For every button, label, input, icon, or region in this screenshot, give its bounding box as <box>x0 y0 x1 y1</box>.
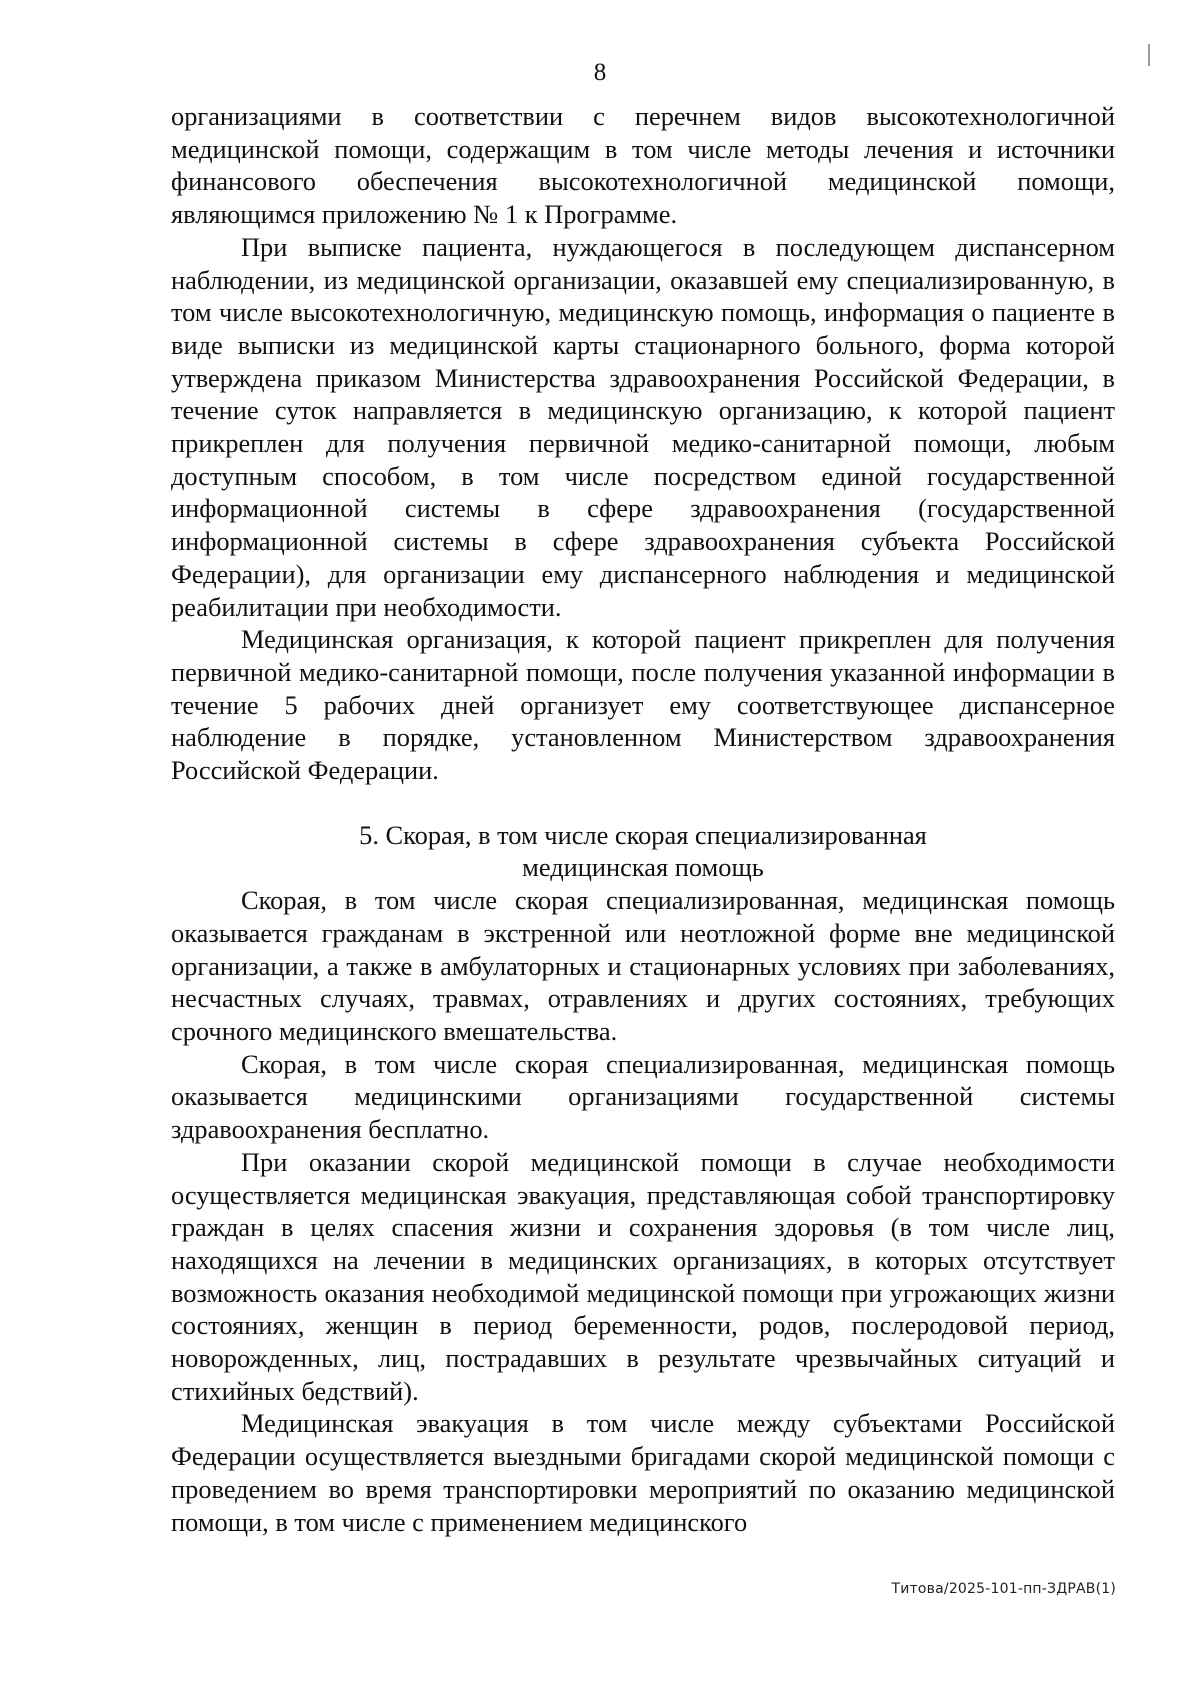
section-heading-line1: 5. Скорая, в том числе скорая специализированная <box>359 819 927 850</box>
scan-edge-mark <box>1148 44 1150 66</box>
section-heading-line2: медицинская помощь <box>522 852 764 883</box>
paragraph-observation: Медицинская организация, к которой пациент прикреплен для получения первичной медико-санитарной помощи, после получения указанной информации в течение 5 рабочих дней организует ему соответствующее диспансерное наблюдение в порядке, установленном Министерством здравоохранения Российской Федерации. <box>171 624 1115 786</box>
paragraph-evacuation: При оказании скорой медицинской помощи в случае необходимости осуществляется медицинская эвакуация, представляющая собой транспортировку граждан в целях спасения жизни и сохранения здоровья (в том числе лиц, находящихся на лечении в медицинских организациях, в которых отсутствует возможность оказания необходимой медицинской помощи при угрожающих жизни состояниях, женщин в период беременности, родов, послеродовой период, новорожденных, лиц, пострадавших в результате чрезвычайных ситуаций и стихийных бедствий). <box>171 1146 1115 1406</box>
paragraph-evacuation-brigades: Медицинская эвакуация в том числе между субъектами Российской Федерации осуществляется выездными бригадами скорой медицинской помощи с проведением во время транспортировки мероприятий по оказанию медицинской помощи, в том числе с применением медицинского <box>171 1408 1115 1537</box>
paragraph-emergency-definition: Скорая, в том числе скорая специализированная, медицинская помощь оказывается гражданам в экстренной или неотложной форме вне медицинской организации, а также в амбулаторных и стационарных условиях при заболеваниях, несчастных случаях, травмах, отравлениях и других состояниях, требующих срочного медицинского вмешательства. <box>171 885 1115 1046</box>
footer-document-code: Титова/2025-101-пп-ЗДРАВ(1) <box>891 1581 1116 1597</box>
section-heading <box>171 819 1115 884</box>
document-body <box>171 100 1115 1538</box>
page-number: 8 <box>593 59 607 86</box>
paragraph-continued: организациями в соответствии с перечнем видов высокотехнологичной медицинской помощи, содержащим в том числе методы лечения и источники финансового обеспечения высокотехнологичной медицинской помощи, являющимся приложению № 1 к Программе. <box>171 101 1115 230</box>
paragraph-discharge: При выписке пациента, нуждающегося в последующем диспансерном наблюдении, из медицинской организации, оказавшей ему специализированную, в том числе высокотехнологичную, медицинскую помощь, информация о пациенте в виде выписки из медицинской карты стационарного больного, форма которой утверждена приказом Министерства здравоохранения Российской Федерации, в течение суток направляется в медицинскую организацию, к которой пациент прикреплен для получения первичной медико-санитарной помощи, любым доступным способом, в том числе посредством единой государственной информационной системы в сфере здравоохранения (государственной информационной системы в сфере здравоохранения субъекта Российской Федерации), для организации ему диспансерного наблюдения и медицинской реабилитации при необходимости. <box>171 231 1115 622</box>
paragraph-emergency-free: Скорая, в том числе скорая специализированная, медицинская помощь оказывается медицинскими организациями государственной системы здравоохранения бесплатно. <box>171 1048 1115 1145</box>
